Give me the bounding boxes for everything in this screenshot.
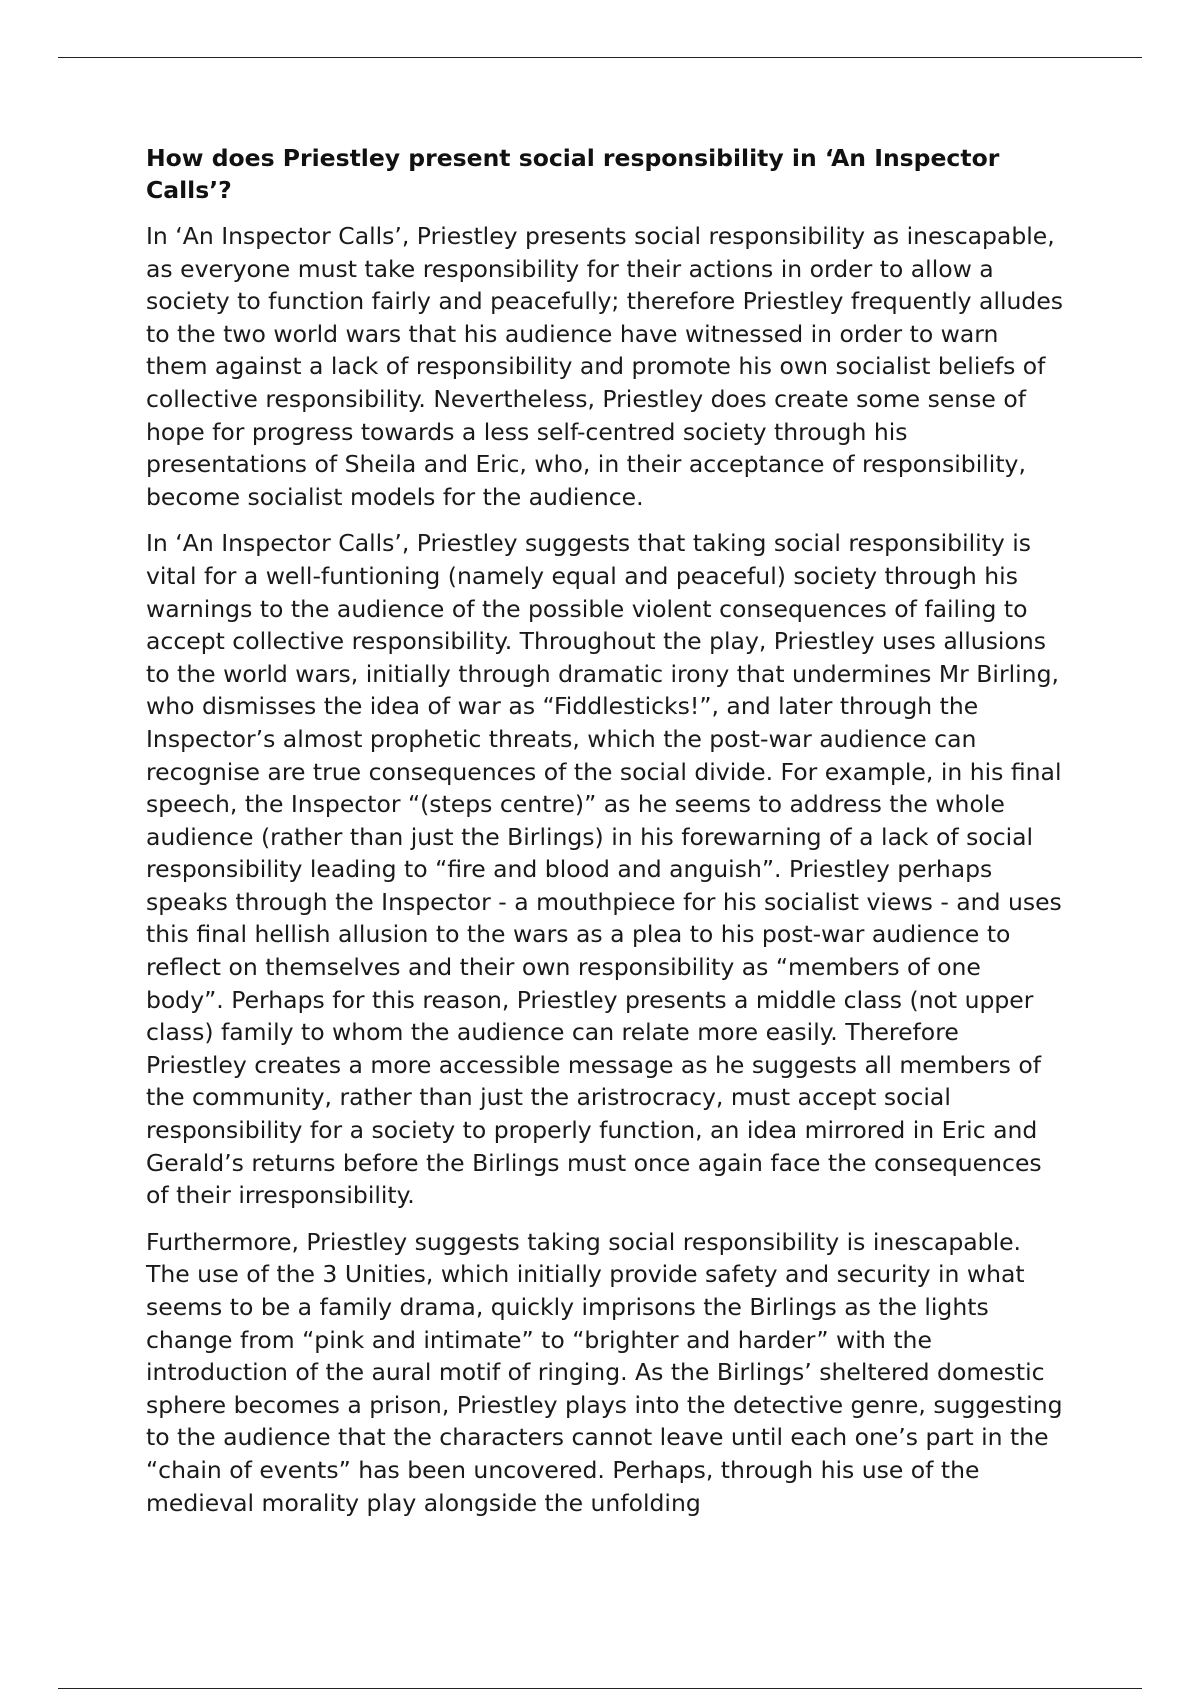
paragraph-introduction: In ‘An Inspector Calls’, Priestley presents social responsibility as inescapable, as everyone must take responsibility for their actions in order to allow a society to function fairly and peacefully; therefore Priestley frequently alludes to the two world wars that his audience have witnessed in order to warn them against a lack of responsibility and promote his own socialist beliefs of collective responsibility. Nevertheless, Priestley does create some sense of hope for progress towards a less self-centred society through his presentations of Sheila and Eric, who, in their acceptance of responsibility, become socialist models for the audience. (146, 222, 1064, 511)
essay-title: How does Priestley present social responsibility in ‘An Inspector Calls’? (146, 144, 1000, 204)
top-divider (58, 57, 1142, 58)
paragraph-body-1: In ‘An Inspector Calls’, Priestley suggests that taking social responsibility is vital for a well-funtioning (namely equal and peaceful) society through his warnings to the audience of the possible violent consequences of failing to accept collective responsibility. Throughout the play, Priestley uses allusions to the world wars, initially through dramatic irony that undermines Mr Birling, who dismisses the idea of war as “Fiddlesticks!”, and later through the Inspector’s almost prophetic threats, which the post-war audience can recognise are true consequences of the social divide. For example, in his final speech, the Inspector “(steps centre)” as he seems to address the whole audience (rather than just the Birlings) in his forewarning of a lack of social responsibility leading to “fire and blood and anguish”. Priestley perhaps speaks through the Inspector - a mouthpiece for his socialist views - and uses this final hellish allusion to the wars as a plea to his post-war audience to reflect on themselves and their own responsibility as “members of one body”. Perhaps for this reason, Priestley presents a middle class (not upper class) family to whom the audience can relate more easily. Therefore Priestley creates a more accessible message as he suggests all members of the community, rather than just the aristrocracy, must accept social responsibility for a society to properly function, an idea mirrored in Eric and Gerald’s returns before the Birlings must once again face the consequences of their irresponsibility. (146, 529, 1062, 1210)
paragraph-body-2: Furthermore, Priestley suggests taking social responsibility is inescapable. The use of the 3 Unities, which initially provide safety and security in what seems to be a family drama, quickly imprisons the Birlings as the lights change from “pink and intimate” to “brighter and harder” with the introduction of the aural motif of ringing. As the Birlings’ sheltered domestic sphere becomes a prison, Priestley plays into the detective genre, suggesting to the audience that the characters cannot leave until each one’s part in the “chain of events” has been uncovered. Perhaps, through his use of the medieval morality play alongside the unfolding (146, 1227, 1063, 1517)
bottom-divider (58, 1688, 1142, 1689)
document-body (146, 142, 1066, 1533)
